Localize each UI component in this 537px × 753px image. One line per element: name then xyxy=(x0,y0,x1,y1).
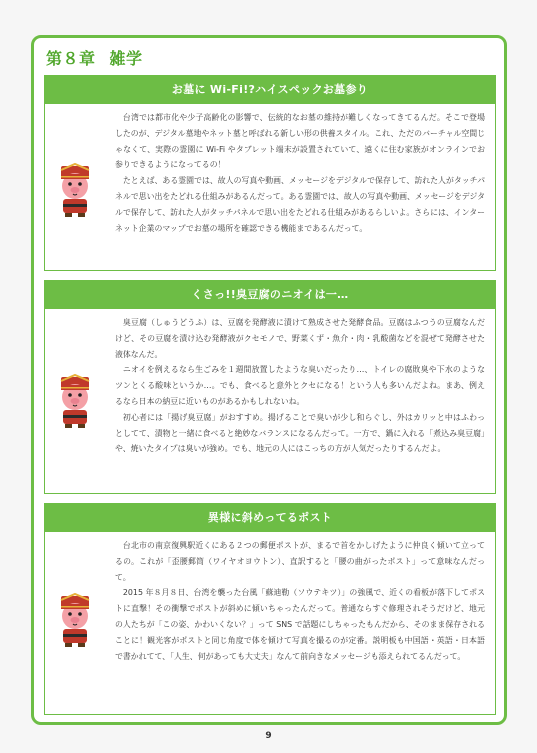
section-stinky-tofu xyxy=(44,280,496,494)
chapter-number: 第８章 xyxy=(46,49,96,68)
pig-mascot-icon xyxy=(51,592,99,648)
section-body xyxy=(45,104,495,240)
section-body xyxy=(45,532,495,668)
section-tilted-postbox xyxy=(44,503,496,715)
page-frame xyxy=(31,35,507,725)
section-body xyxy=(45,309,495,461)
paragraph: 臭豆腐（しゅうどうふ）は、豆腐を発酵液に漬けて熟成させた発酵食品。豆腐はふつうの豆腐なんだけど、その豆腐を漬け込む発酵液がクセモノで、野菜くず・魚介・肉・乳酸菌などを混ぜて発酵させた液体なんだ。 xyxy=(115,318,485,359)
pig-mascot-icon xyxy=(51,162,99,218)
paragraph: たとえば、ある霊園では、故人の写真や動画、メッセージをデジタルで保存して、訪れた人がタッチパネルで思い出をたどれる仕組みがあるんだって。ある霊園では、故人の写真や動画、メッセージをデジタルで保存して、訪れた人がタッチパネルで思い出をたどれる仕組みがあるらしいよ。さらには、インターネット企業のマップでお墓の場所を確認できる機能まであるんだって。 xyxy=(115,176,485,233)
section-digital-grave xyxy=(44,75,496,271)
paragraph: 初心者には「揚げ臭豆腐」がおすすめ。揚げることで臭いが少し和らぐし、外はカリッと中はふわっとしてて、漬物と一緒に食べると絶妙なバランスになるんだって。一方で、鍋に入れる「煮込み臭豆腐」や、焼いたタイプは臭いが強め。でも、地元の人にはこっちの方が人気だったりするんだよ。 xyxy=(115,412,485,454)
paragraph: 台北市の南京復興駅近くにある２つの郵便ポストが、まるで首をかしげたように仲良く傾いて立ってるの。これが「歪腰郵筒（ワイヤオヨウトン）、直訳すると「腰の曲がったポスト」って意味なんだって。 xyxy=(115,541,485,582)
chapter-title: 雑学 xyxy=(109,49,143,68)
chapter-heading xyxy=(46,46,143,68)
paragraph: 2015 年８月８日、台湾を襲った台風「蘇迪勒（ソウテキツ）」の強風で、近くの看板が落下してポストに直撃！その衝撃でポストが斜めに傾いちゃったんだって。普通ならすぐ修理されそうだけど、地元の人たちが「この姿、かわいくない？」って SNS で話題にしちゃったもんだから、そのまま保存されることに！観光客がポストと同じ角度で体を傾けて写真を撮るのが定番。説明板も中国語・英語・日本語で書かれてて、「人生、何があっても大丈夫」なんて前向きなメッセージも添えられてるんだって。 xyxy=(115,588,485,661)
paragraph: ニオイを例えるなら生ごみを１週間放置したような臭いだったり…、トイレの腐敗臭や下水のようなツンとくる酸味というか…。でも、食べると意外とクセになる！という人も多いんだよね。まあ、例えるなら日本の納豆に近いものがあるかもしれないね。 xyxy=(115,365,485,406)
section-title: お墓に Wi-Fi!?ハイスペックお墓参り xyxy=(45,76,495,104)
section-title: くさっ!!臭豆腐のニオイは一… xyxy=(45,281,495,309)
paragraph: 台湾では都市化や少子高齢化の影響で、伝統的なお墓の維持が難しくなってきてるんだ。そこで登場したのが、デジタル墓地やネット墓と呼ばれる新しい形の供養スタイル。これ、ただのバーチャル空間じゃなくて、実際の霊園に Wi-Fi やタブレット端末が設置されていて、遠くに住む家族がオンラインでお参りできるようになってるの！ xyxy=(115,113,485,170)
section-title: 異様に斜めってるポスト xyxy=(45,504,495,532)
page-number: 9 xyxy=(265,731,272,741)
pig-mascot-icon xyxy=(51,373,99,429)
